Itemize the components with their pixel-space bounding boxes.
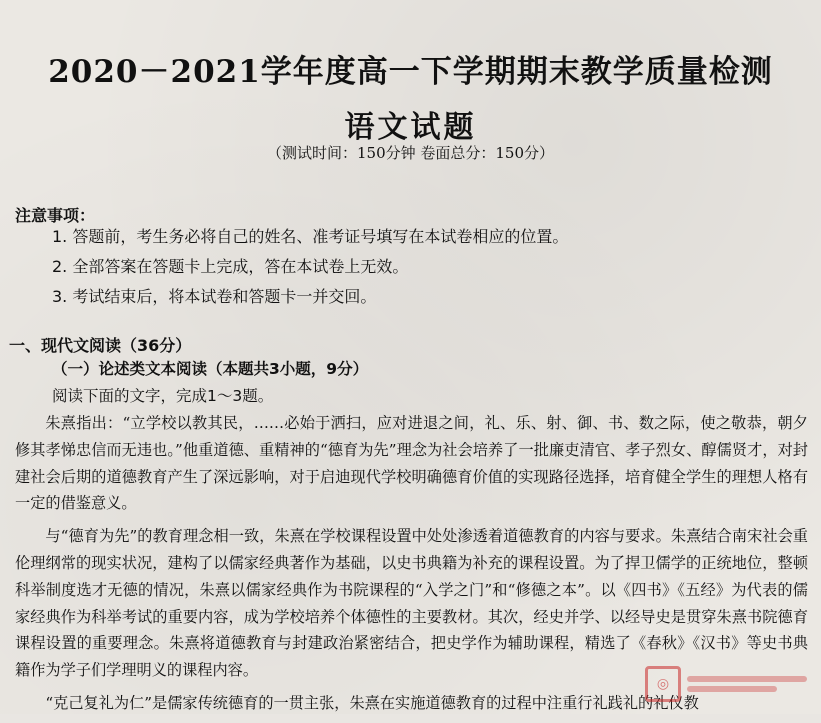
notice-item: 3. 考试结束后，将本试卷和答题卡一并交回。 xyxy=(52,287,377,306)
subject-title: 语文试题 xyxy=(344,110,477,145)
notice-item: 1. 答题前，考生务必将自己的姓名、准考证号填写在本试卷相应的位置。 xyxy=(52,227,569,246)
watermark-logo xyxy=(645,664,815,704)
notice-list xyxy=(52,222,568,312)
subsection-heading: （一）论述类文本阅读（本题共3小题，9分） xyxy=(52,360,369,378)
reading-instruction: 阅读下面的文字，完成1～3题。 xyxy=(52,387,274,405)
section-heading: 一、现代文阅读（36分） xyxy=(9,336,192,355)
watermark-icon: ◎ xyxy=(645,666,681,702)
notice-item: 2. 全部答案在答题卡上完成，答在本试卷上无效。 xyxy=(52,257,409,276)
exam-meta: （测试时间：150分钟 卷面总分：150分） xyxy=(266,144,555,162)
passage-paragraph: “克己复礼为仁”是儒家传统德育的一贯主张，朱熹在实施道德教育的过程中注重行礼践礼的礼仪教 xyxy=(45,693,699,712)
notice-heading: 注意事项： xyxy=(15,206,96,225)
passage-paragraph: 朱熹指出：“立学校以教其民，……必始于洒扫，应对进退之间，礼、乐、射、御、书、数之际，使之敬恭，朝夕修其孝悌忠信而无违也。”他重道德、重精神的“德育为先”理念为社会培养了一批廉吏清官、孝子烈女、醇儒贤才，对封建社会后期的道德教育产生了深远影响，对于启迪现代学校明确德育价值的实现路径选择，培育健全学生的理想人格有一定的借鉴意义。 xyxy=(15,414,808,513)
passage-paragraph: 与“德育为先”的教育理念相一致，朱熹在学校课程设置中处处渗透着道德教育的内容与要求。朱熹结合南宋社会重伦理纲常的现实状况，建构了以儒家经典著作为基础，以史书典籍为补充的课程设置。为了捍卫儒学的正统地位，整顿科举制度选才无德的情况，朱熹以儒家经典作为书院课程的“入学之门”和“修德之本”。以《四书》《五经》为代表的儒家经典作为科举考试的重要内容，成为学校培养个体德性的主要教材。其次，经史并学、以经导史是贯穿朱熹书院德育课程设置的重要理念。朱熹将道德教育与封建政治紧密结合，把史学作为辅助课程，精选了《春秋》《汉书》等史书典籍作为学子们学理明义的课程内容。 xyxy=(15,527,808,680)
exam-title: 2020－2021学年度高一下学期期末教学质量检测 xyxy=(48,54,773,90)
